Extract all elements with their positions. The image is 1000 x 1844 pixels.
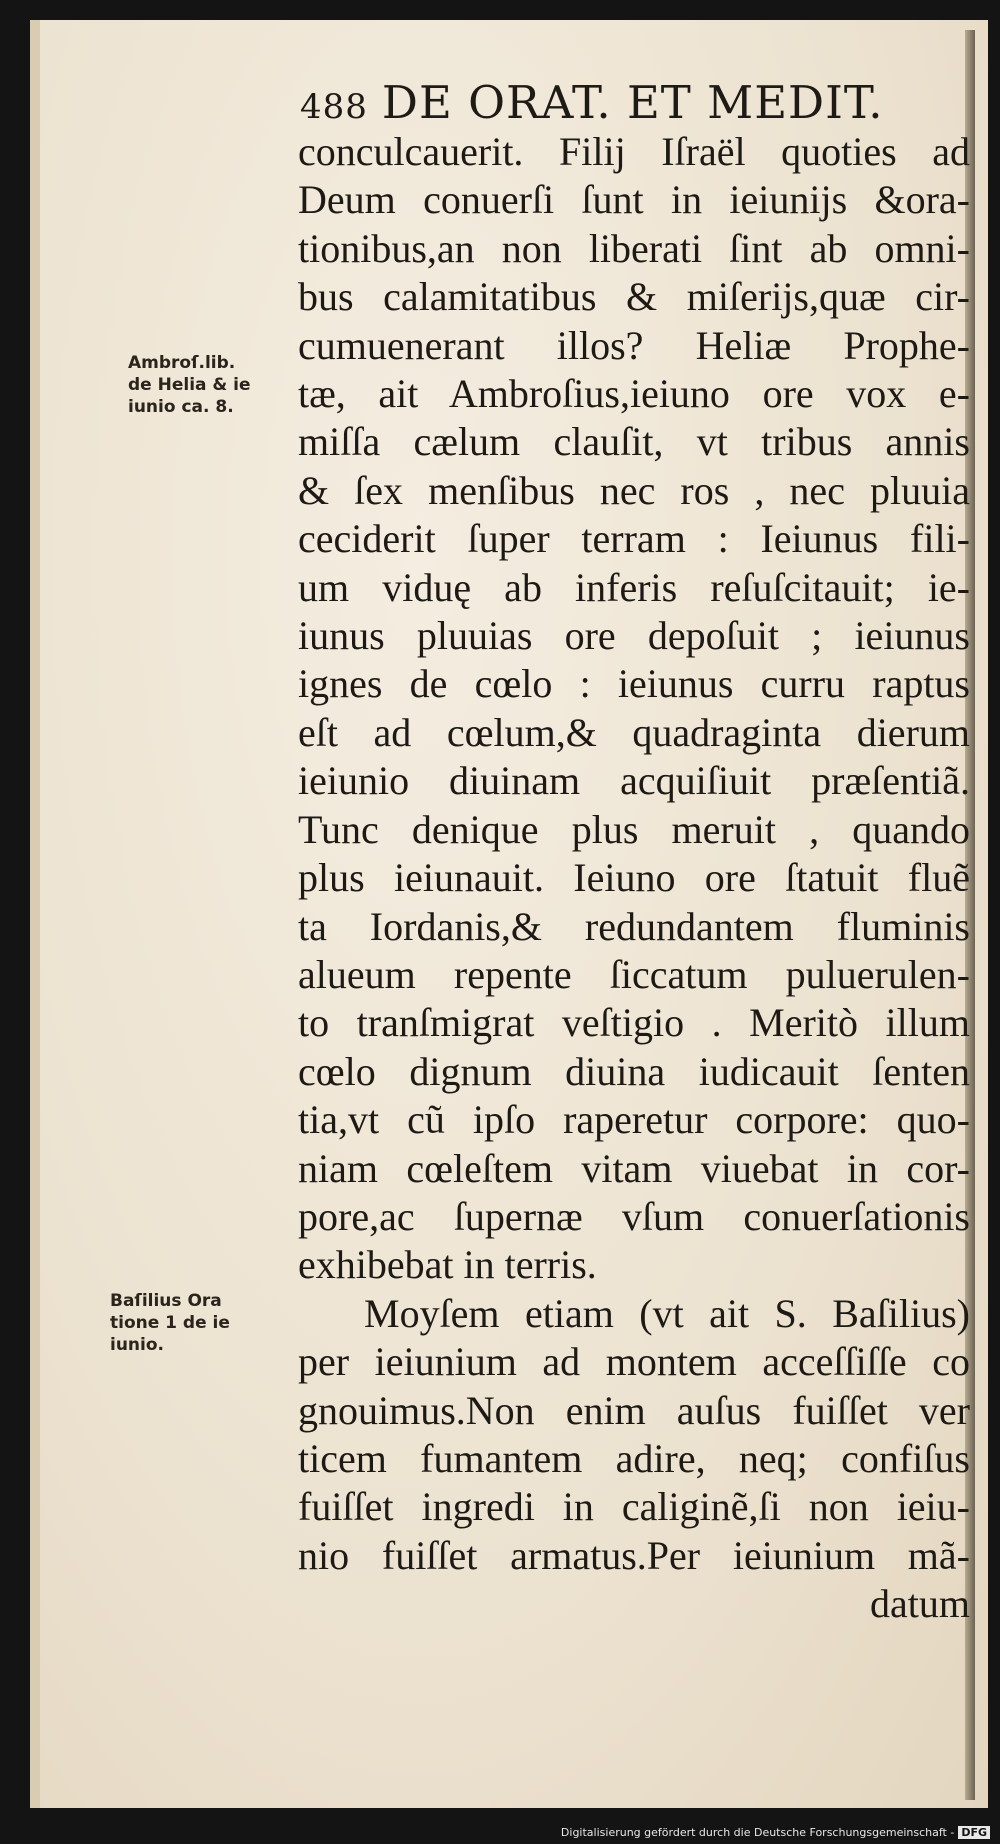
page-number: 488 (300, 87, 368, 127)
margin-note-basil (110, 1290, 280, 1356)
text-line: ticem fumantem adire, neq; confiſus (298, 1435, 970, 1481)
text-line: ieiunio diuinam acquiſiuit præſentiã. (298, 758, 970, 804)
text-line: cœlo dignum diuina iudicauit ſenten (298, 1048, 970, 1094)
text-line: um viduę ab inferis reſuſcitauit; ie- (298, 564, 970, 610)
text-line: Tunc denique plus meruit , quando (298, 806, 970, 852)
text-line: to tranſmigrat veſtigio . Meritò illum (298, 1000, 970, 1046)
text-line: conculcauerit. Filij Iſraël quoties ad (298, 129, 970, 174)
text-line: pore,ac ſupernæ vſum conuerſationis (298, 1193, 970, 1239)
text-line: ceciderit ſuper terram : Ieiunus fili- (298, 516, 970, 562)
text-line: tæ, ait Ambroſius,ieiuno ore vox e- (298, 371, 970, 417)
margin-note-line: Baſilius Ora (110, 1291, 222, 1311)
margin-note-line: Ambroſ.lib. (128, 353, 236, 373)
dfg-logo: DFG (958, 1826, 990, 1839)
digitization-credit (561, 1826, 990, 1839)
catchword: datum (870, 1581, 970, 1627)
margin-note-line: de Helia & ie (128, 375, 251, 395)
text-line: fuiſſet ingredi in caliginẽ,ſi non ieiu- (298, 1484, 970, 1530)
text-line: plus ieiunauit. Ieiuno ore ſtatuit fluẽ (298, 855, 970, 901)
text-line: niam cœleſtem vitam viuebat in cor- (298, 1145, 970, 1191)
body-text (298, 128, 970, 1629)
text-line: ta Iordanis,& redundantem fluminis (298, 903, 970, 949)
text-line: Deum conuerſi ſunt in ieiunijs &ora- (298, 177, 970, 223)
text-line: gnouimus.Non enim auſus fuiſſet ver (298, 1387, 970, 1433)
credit-text: Digitalisierung gefördert durch die Deutsche Forschungsgemeinschaft - (560, 1826, 955, 1839)
text-line: eſt ad cœlum,& quadraginta dierum (298, 709, 970, 755)
margin-note-line: iunio. (110, 1335, 164, 1355)
text-line: ignes de cœlo : ieiunus curru raptus (298, 661, 970, 707)
text-line: cumuenerant illos? Heliæ Prophe- (298, 322, 970, 368)
text-line: & ſex menſibus nec ros , nec pluuia (298, 467, 970, 513)
text-line: miſſa cælum clauſit, vt tribus annis (298, 419, 970, 465)
text-line: tia,vt cũ ipſo raperetur corpore: quo- (298, 1097, 970, 1143)
text-line: bus calamitatibus & miſerijs,quæ cir- (298, 274, 970, 320)
margin-note-line: iunio ca. 8. (128, 397, 234, 417)
text-line: iunus pluuias ore depoſuit ; ieiunus (298, 613, 970, 659)
margin-note-ambrose (128, 352, 298, 418)
text-line: nio fuiſſet armatus.Per ieiunium mã- (298, 1532, 970, 1578)
page-header (300, 76, 884, 129)
margin-note-line: tione 1 de ie (110, 1313, 230, 1333)
running-title: DE ORAT. ET MEDIT. (381, 76, 884, 129)
text-line: alueum repente ſiccatum puluerulen- (298, 951, 970, 997)
text-line: tionibus,an non liberati ſint ab omni- (298, 225, 970, 271)
text-line: Moyſem etiam (vt ait S. Baſilius) (364, 1290, 970, 1336)
text-line: per ieiunium ad montem acceſſiſſe co (298, 1339, 970, 1385)
text-line: exhibebat in terris. (298, 1242, 597, 1288)
